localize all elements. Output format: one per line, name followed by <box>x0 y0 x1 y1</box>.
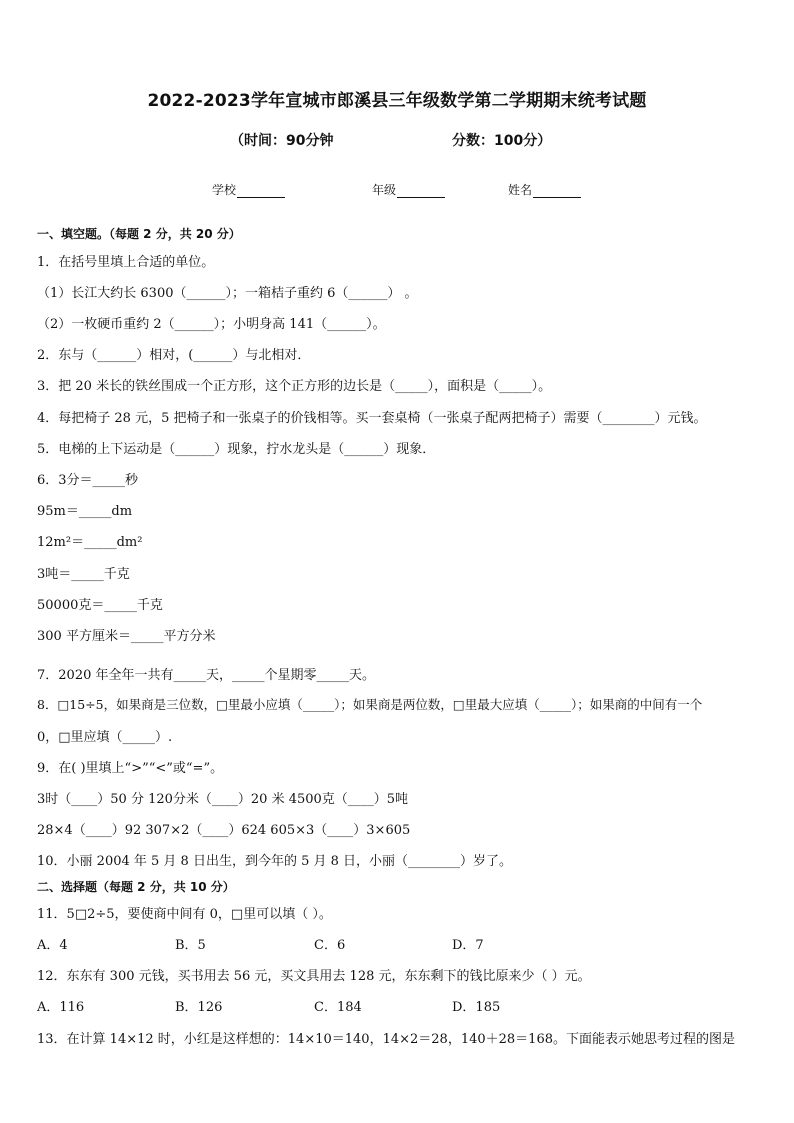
question-line: 12．东东有 300 元钱，买书用去 56 元，买文具用去 128 元，东东剩下的钱比原来少（ ）元。 <box>37 969 591 984</box>
q11-option-b[interactable]: B．5 <box>175 938 206 953</box>
q12-option-b[interactable]: B．126 <box>175 1000 223 1015</box>
question-line: 1．在括号里填上合适的单位。 <box>37 255 215 270</box>
question-line: 50000克＝_____千克 <box>37 598 163 613</box>
question-line: 3吨＝_____千克 <box>37 567 130 582</box>
school-blank[interactable] <box>237 185 285 198</box>
question-line: 95m＝_____dm <box>37 504 133 519</box>
question-line: 0，□里应填（_____）. <box>37 730 173 745</box>
q11-option-d[interactable]: D．7 <box>452 938 484 953</box>
question-line: 300 平方厘米＝_____平方分米 <box>37 629 216 644</box>
section-heading-choice: 二、选择题（每题 2 分，共 10 分） <box>37 880 235 894</box>
question-line: （2）一枚硬币重约 2（______）；小明身高 141（______）。 <box>37 317 386 332</box>
question-line: 5．电梯的上下运动是（______）现象，拧水龙头是（______）现象． <box>37 442 436 457</box>
question-line: 9．在( )里填上“>”“<”或“=”。 <box>37 761 224 776</box>
grade-label: 年级 <box>372 183 397 197</box>
question-line: 2．东与（______）相对，(______）与北相对． <box>37 348 311 363</box>
q12-option-d[interactable]: D．185 <box>452 1000 501 1015</box>
question-line: 4．每把椅子 28 元，5 把椅子和一张桌子的价钱相等。买一套桌椅（一张桌子配两把椅子）需要（________）元钱。 <box>37 411 707 426</box>
exam-time: （时间：90分钟 <box>230 133 334 149</box>
exam-title: 2022-2023学年宣城市郎溪县三年级数学第二学期期末统考试题 <box>147 91 647 111</box>
question-line: 11．5□2÷5，要使商中间有 0，□里可以填（ ）。 <box>37 907 332 922</box>
question-line: 28×4（____）92 307×2（____）624 605×3（____）3×605 <box>37 823 411 838</box>
q11-option-a[interactable]: A．4 <box>37 938 68 953</box>
question-line: 3时（____）50 分 120分米（____）20 米 4500克（____）5吨 <box>37 792 409 807</box>
name-blank[interactable] <box>533 185 581 198</box>
question-line: 13．在计算 14×12 时，小红是这样想的：14×10＝140，14×2＝28，140＋28＝168。下面能表示她思考过程的图是 <box>37 1032 735 1047</box>
question-line: 6．3分＝_____秒 <box>37 473 139 488</box>
question-line: 10．小丽 2004 年 5 月 8 日出生，到今年的 5 月 8 日，小丽（________）岁了。 <box>37 854 513 869</box>
section-heading-fill: 一、填空题。（每题 2 分，共 20 分） <box>37 227 241 241</box>
name-field <box>508 181 581 198</box>
question-line: 8．□15÷5，如果商是三位数，□里最小应填（_____）；如果商是两位数，□里最大应填（_____）；如果商的中间有一个 <box>37 697 703 712</box>
question-line: （1）长江大约长 6300（______）；一箱桔子重约 6（______） 。 <box>37 286 418 301</box>
name-label: 姓名 <box>508 183 533 197</box>
grade-field <box>372 181 445 198</box>
grade-blank[interactable] <box>397 185 445 198</box>
school-label: 学校 <box>212 183 237 197</box>
school-field <box>212 181 285 198</box>
q12-option-a[interactable]: A．116 <box>37 1000 85 1015</box>
exam-score: 分数：100分） <box>452 133 552 149</box>
q11-option-c[interactable]: C．6 <box>314 938 346 953</box>
question-line: 3．把 20 米长的铁丝围成一个正方形，这个正方形的边长是（_____），面积是（_____）。 <box>37 379 552 394</box>
q12-option-c[interactable]: C．184 <box>314 1000 362 1015</box>
question-line: 7．2020 年全年一共有_____天，_____个星期零_____天。 <box>37 668 375 683</box>
question-line: 12m²＝_____dm² <box>37 535 143 550</box>
